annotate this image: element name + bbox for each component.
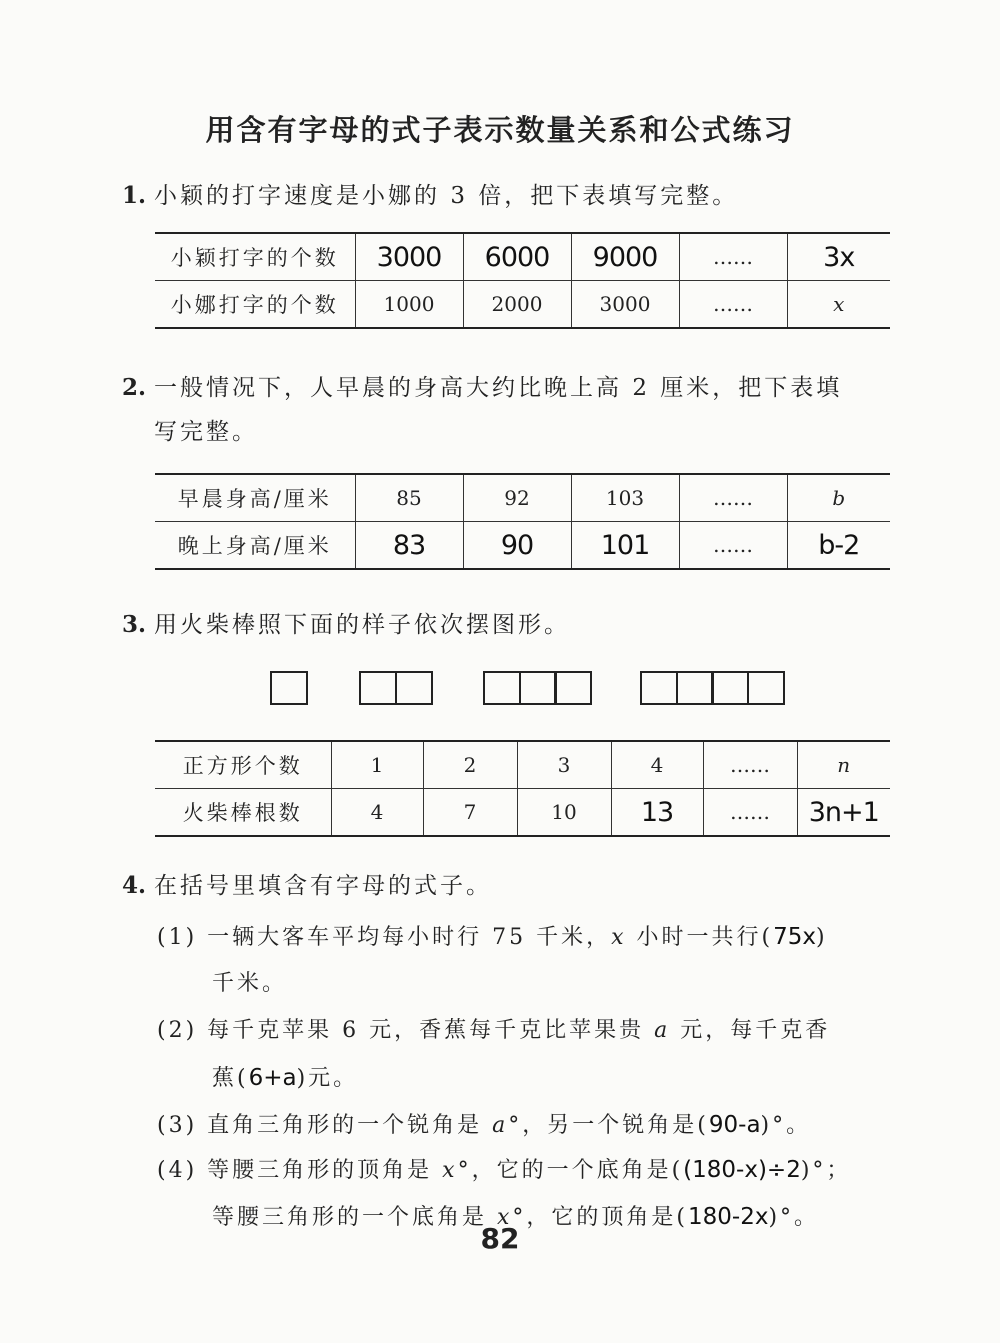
question-2-number: 2. [122,374,147,401]
ellipsis-cell: …… [679,474,787,522]
answer-cell: 9000 [571,233,679,281]
part-text: )°； [800,1158,852,1183]
matchstick-square [270,671,308,705]
question-1 [122,174,738,218]
matchstick-square [640,671,678,705]
matchstick-square [747,671,785,705]
table-cell: 103 [571,474,679,522]
part-text: )元。 [296,1066,359,1091]
handwritten-answer: 6+a [248,1065,297,1091]
variable: a [654,1018,671,1043]
row-header: 火柴棒根数 [155,789,331,837]
table-row [155,741,890,789]
part-text: 小时一共行( [626,925,774,950]
part-text: 元，每千克香 [670,1018,831,1043]
table-cell: n [797,741,890,789]
part-text: 等腰三角形的一个底角是 [212,1205,497,1230]
table-cell: 2 [423,741,517,789]
question-1-text: 小颖的打字速度是小娜的 3 倍，把下表填写完整。 [154,183,739,209]
variable: a° [492,1113,523,1138]
answer-cell: 3000 [355,233,463,281]
matchstick-square [483,671,521,705]
table-cell: 2000 [463,281,571,329]
question-2 [122,366,842,454]
question-4-part-2-line2 [212,1063,358,1094]
row-header: 小娜打字的个数 [155,281,355,329]
question-4-part-1-line2: 千米。 [212,971,288,996]
handwritten-answer: 180-2x [688,1204,769,1230]
table-cell: b [787,474,890,522]
question-3-number: 3. [122,611,147,638]
part-text: ) [816,925,828,950]
table-cell: 4 [331,789,423,837]
question-4-text: 在括号里填含有字母的式子。 [154,873,493,899]
answer-cell: 90 [463,522,571,570]
part-text: )°。 [760,1113,812,1138]
part-text: ，它的顶角是( [526,1205,689,1230]
question-4 [122,864,492,908]
answer-cell: 3x [787,233,890,281]
part-text: (4) 等腰三角形的顶角是 [157,1158,443,1183]
table-cell: 10 [517,789,611,837]
row-header: 小颖打字的个数 [155,233,355,281]
part-text: (3) 直角三角形的一个锐角是 [157,1113,493,1138]
question-4-part-1 [157,922,828,953]
ellipsis-cell: …… [703,741,797,789]
part-text: ，另一个锐角是( [522,1113,709,1138]
matchstick-square [519,671,557,705]
part-text: 蕉( [212,1066,249,1091]
answer-cell: b-2 [787,522,890,570]
table-row [155,789,890,837]
answer-cell: 6000 [463,233,571,281]
handwritten-answer: (180-x)÷2 [683,1157,801,1183]
part-text: )°。 [768,1205,820,1230]
row-header: 正方形个数 [155,741,331,789]
ellipsis-cell: …… [679,522,787,570]
ellipsis-cell: …… [679,233,787,281]
matchstick-figure-1 [270,671,308,705]
question-4-number: 4. [122,872,147,899]
matchstick-square [395,671,433,705]
question-2-text-line2: 写完整。 [154,419,258,445]
variable: x° [497,1205,527,1230]
part-text: (1) 一辆大客车平均每小时行 75 千米， [157,925,612,950]
ellipsis-cell: …… [679,281,787,329]
answer-cell: 83 [355,522,463,570]
question-3-text: 用火柴棒照下面的样子依次摆图形。 [154,612,571,638]
question-3-table [155,740,890,837]
question-2-table [155,473,890,570]
table-cell: 3000 [571,281,679,329]
table-cell: x [787,281,890,329]
matchstick-figure-4 [640,671,785,705]
table-row [155,522,890,570]
part-text: (2) 每千克苹果 6 元，香蕉每千克比苹果贵 [157,1018,655,1043]
table-row [155,233,890,281]
question-1-number: 1. [122,182,147,209]
matchstick-square [711,671,749,705]
table-cell: 3 [517,741,611,789]
table-cell: 1000 [355,281,463,329]
table-row [155,474,890,522]
matchstick-square [676,671,714,705]
matchstick-figure-2 [359,671,433,705]
row-header: 晚上身高/厘米 [155,522,355,570]
table-cell: 85 [355,474,463,522]
handwritten-answer: 75x [773,924,817,950]
table-row [155,281,890,329]
row-header: 早晨身高/厘米 [155,474,355,522]
ellipsis-cell: …… [703,789,797,837]
table-cell: 1 [331,741,423,789]
matchstick-square [554,671,592,705]
answer-cell: 101 [571,522,679,570]
page-number: 82 [480,1222,520,1255]
variable: x [611,925,627,950]
answer-cell: 3n+1 [797,789,890,837]
matchstick-figure-3 [483,671,592,705]
table-cell: 4 [611,741,703,789]
question-3 [122,603,570,647]
table-cell: 7 [423,789,517,837]
question-4-part-2 [157,1016,830,1046]
question-2-text-line1: 一般情况下，人早晨的身高大约比晚上高 2 厘米，把下表填 [154,375,843,401]
matchstick-square [359,671,397,705]
part-text: ，它的一个底角是( [471,1158,684,1183]
handwritten-answer: 90-a [708,1112,761,1138]
question-4-part-3 [157,1110,811,1141]
answer-cell: 13 [611,789,703,837]
worksheet-title: 用含有字母的式子表示数量关系和公式练习 [205,113,795,147]
question-4-part-4 [157,1155,851,1186]
variable: x° [442,1158,472,1183]
table-cell: 92 [463,474,571,522]
question-1-table [155,232,890,329]
